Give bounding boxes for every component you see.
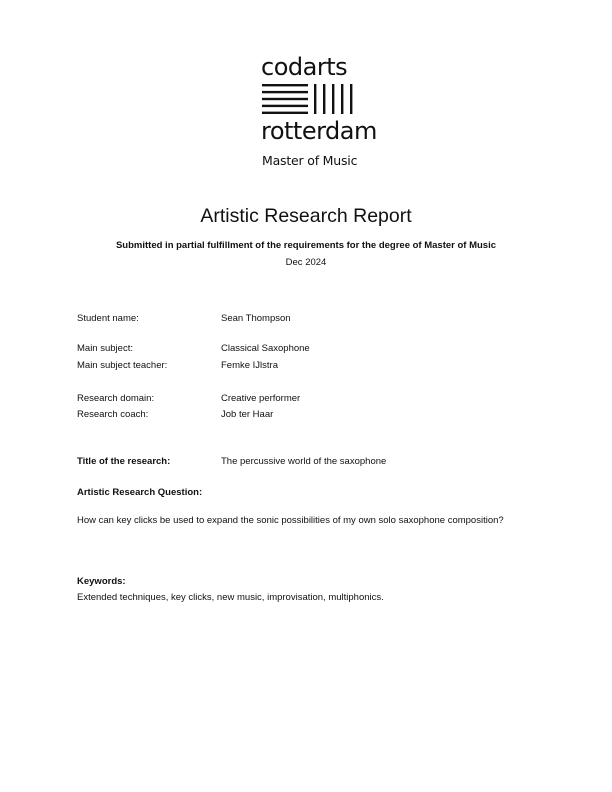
- field-value: Classical Saxophone: [221, 343, 310, 354]
- codarts-logo: [261, 53, 377, 145]
- field-value: The percussive world of the saxophone: [221, 456, 387, 467]
- codarts-lines-mark-icon: [262, 84, 356, 114]
- field-label: Title of the research:: [77, 456, 171, 467]
- field-label: Research domain:: [77, 393, 155, 404]
- logo-word-codarts: codarts: [261, 53, 348, 81]
- report-title: Artistic Research Report: [200, 205, 412, 227]
- field-value: Job ter Haar: [221, 409, 274, 420]
- field-label: Main subject teacher:: [77, 360, 168, 371]
- report-date: Dec 2024: [285, 257, 327, 268]
- keywords-text: Extended techniques, key clicks, new music, improvisation, multiphonics.: [77, 592, 384, 603]
- field-value: Femke IJlstra: [221, 360, 279, 371]
- research-question-text: How can key clicks be used to expand the sonic possibilities of my own solo saxophone composition?: [77, 515, 504, 526]
- field-value: Sean Thompson: [221, 313, 291, 324]
- research-question-label: Artistic Research Question:: [77, 487, 203, 498]
- logo-word-rotterdam: rotterdam: [261, 117, 377, 145]
- logo-subtitle: Master of Music: [262, 153, 358, 168]
- report-subtitle: Submitted in partial fulfillment of the requirements for the degree of Master of Music: [115, 240, 497, 251]
- field-label: Research coach:: [77, 409, 149, 420]
- field-label: Student name:: [77, 313, 139, 324]
- keywords-label: Keywords:: [77, 576, 126, 587]
- field-label: Main subject:: [77, 343, 133, 354]
- field-value: Creative performer: [221, 393, 301, 404]
